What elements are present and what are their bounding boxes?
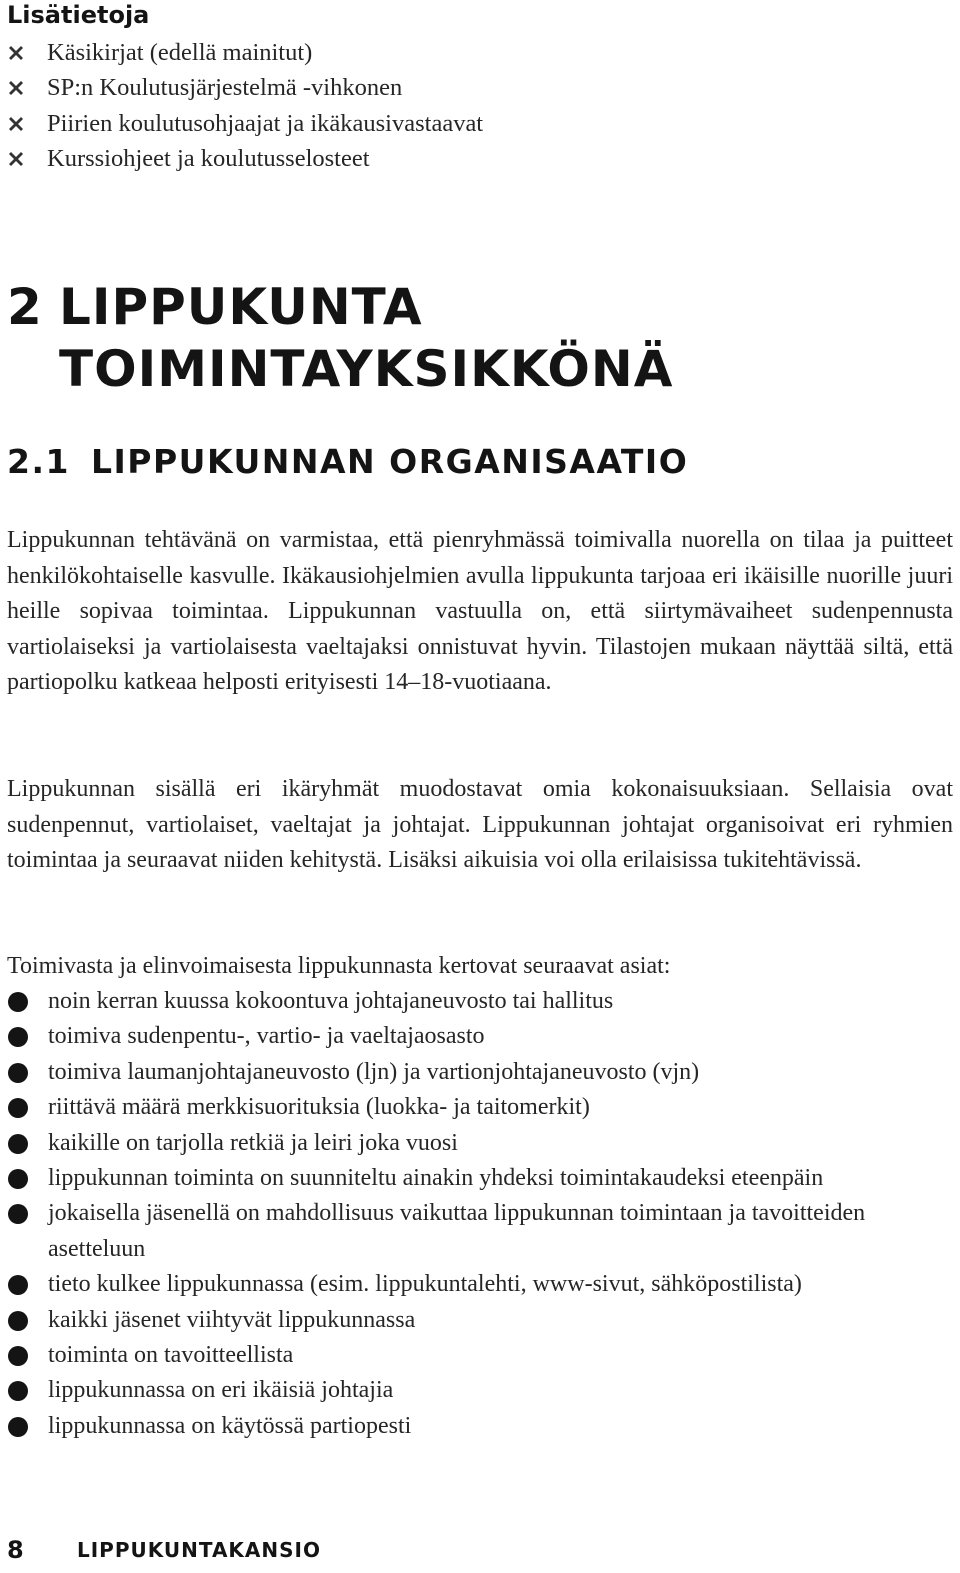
bullet-dot-icon: [8, 1417, 28, 1437]
bullet-item-text: toimiva laumanjohtajaneuvosto (ljn) ja vartionjohtajaneuvosto (vjn): [48, 1058, 700, 1085]
bullet-item-text: kaikille on tarjolla retkiä ja leiri joka vuosi: [48, 1129, 458, 1156]
bullet-list-item: [7, 1196, 953, 1267]
bullet-dot-icon: [8, 1204, 28, 1224]
bullet-list-item: [7, 1409, 953, 1444]
bullet-item-text: kaikki jäsenet viihtyvät lippukunnassa: [48, 1306, 416, 1333]
bullet-list-item: [7, 984, 953, 1019]
bullet-dot-icon: [8, 1381, 28, 1401]
bullet-dot-icon: [8, 1027, 28, 1047]
bullet-dot-icon: [8, 1063, 28, 1083]
bullet-list-item: [7, 1373, 953, 1408]
bullet-item-text: lippukunnan toiminta on suunniteltu ainakin yhdeksi toimintakaudeksi eteenpäin: [48, 1165, 824, 1192]
list-intro-paragraph: Toimivasta ja elinvoimaisesta lippukunnasta kertovat seuraavat asiat:: [7, 953, 671, 979]
chapter-title: [7, 276, 673, 400]
bullet-dot-icon: [8, 1275, 28, 1295]
bullet-list-item: [7, 1055, 953, 1090]
info-list-item: [7, 106, 483, 142]
bullet-item-text: tieto kulkee lippukunnassa (esim. lippukuntalehti, www-sivut, sähköpostilista): [48, 1271, 802, 1298]
bullet-list-item: [7, 1090, 953, 1125]
bullet-item-text: toimiva sudenpentu-, vartio- ja vaeltajaosasto: [48, 1023, 485, 1050]
info-item-text: Kurssiohjeet ja koulutusselosteet: [47, 145, 370, 173]
bullet-item-text: jokaisella jäsenellä on mahdollisuus vaikuttaa lippukunnan toimintaan ja tavoitteiden asetteluun: [48, 1200, 866, 1262]
bullet-list-item: [7, 1303, 953, 1338]
bullet-item-text: lippukunnassa on käytössä partiopesti: [48, 1412, 412, 1439]
section-title: [7, 440, 688, 484]
bullet-item-text: riittävä määrä merkkisuorituksia (luokka- ja taitomerkit): [48, 1094, 590, 1121]
bullet-list-item: [7, 1126, 953, 1161]
info-item-text: Piirien koulutusohjaajat ja ikäkausivastaavat: [47, 109, 484, 137]
page-number: 8: [7, 1536, 24, 1564]
bullet-item-text: noin kerran kuussa kokoontuva johtajaneuvosto tai hallitus: [48, 988, 614, 1014]
body-paragraph: Lippukunnan sisällä eri ikäryhmät muodostavat omia kokonaisuuksiaan. Sellaisia ovat sudenpennut, vartiolaiset, vaeltajat ja johtajat. Lippukunnan johtajat organisoivat eri ryhmien toimintaa ja seuraavat niiden kehitystä. Lisäksi aikuisia voi olla erilaisissa tukitehtävissä.: [7, 776, 953, 873]
bullet-dot-icon: [8, 1169, 28, 1189]
bullet-list-item: [7, 1267, 953, 1302]
bullet-item-text: lippukunnassa on eri ikäisiä johtajia: [48, 1377, 394, 1404]
x-mark-icon: [7, 150, 47, 168]
info-list-item: [7, 35, 483, 71]
publication-title: LIPPUKUNTAKANSIO: [77, 1538, 321, 1562]
bullet-dot-icon: [8, 1134, 28, 1154]
info-list-item: [7, 142, 483, 178]
bullet-dot-icon: [8, 1346, 28, 1366]
bullet-list-item: [7, 1338, 953, 1373]
info-list-item: [7, 71, 483, 107]
chapter-title-line1: LIPPUKUNTA: [59, 278, 423, 336]
info-heading: Lisätietoja: [7, 1, 150, 29]
x-mark-icon: [7, 115, 47, 133]
bullet-dot-icon: [8, 1098, 28, 1118]
section-title-text: LIPPUKUNNAN ORGANISAATIO: [91, 442, 689, 481]
chapter-number: 2: [7, 278, 43, 336]
x-mark-icon: [7, 79, 47, 97]
info-item-text: SP:n Koulutusjärjestelmä -vihkonen: [47, 74, 403, 102]
page-footer: [7, 1532, 321, 1568]
section-number: 2.1: [7, 442, 70, 481]
info-list: [7, 35, 483, 177]
bullet-dot-icon: [8, 992, 28, 1012]
info-item-text: Käsikirjat (edellä mainitut): [47, 38, 313, 66]
x-mark-icon: [7, 44, 47, 62]
bullet-item-text: toiminta on tavoitteellista: [48, 1342, 294, 1369]
bullet-list-item: [7, 1019, 953, 1054]
body-paragraph: Lippukunnan tehtävänä on varmistaa, että pienryhmässä toimivalla nuorella on tilaa ja puitteet henkilökohtaiselle kasvulle. Ikäkausiohjelmien avulla lippukunta tarjoaa eri ikäisille nuorille juuri heille sopivaa toimintaa. Lippukunnan vastuulla on, että siirtymävaiheet sudenpennusta vartiolaiseksi ja vartiolaisesta vaeltajaksi onnistuvat hyvin. Tilastojen mukaan näyttää siltä, että partiopolku katkeaa helposti erityisesti 14–18-vuotiaana.: [7, 527, 953, 695]
bullet-list-item: [7, 1161, 953, 1196]
bullet-list: [7, 984, 953, 1444]
bullet-dot-icon: [8, 1311, 28, 1331]
chapter-title-line2: TOIMINTAYKSIKKÖNÄ: [59, 340, 674, 398]
